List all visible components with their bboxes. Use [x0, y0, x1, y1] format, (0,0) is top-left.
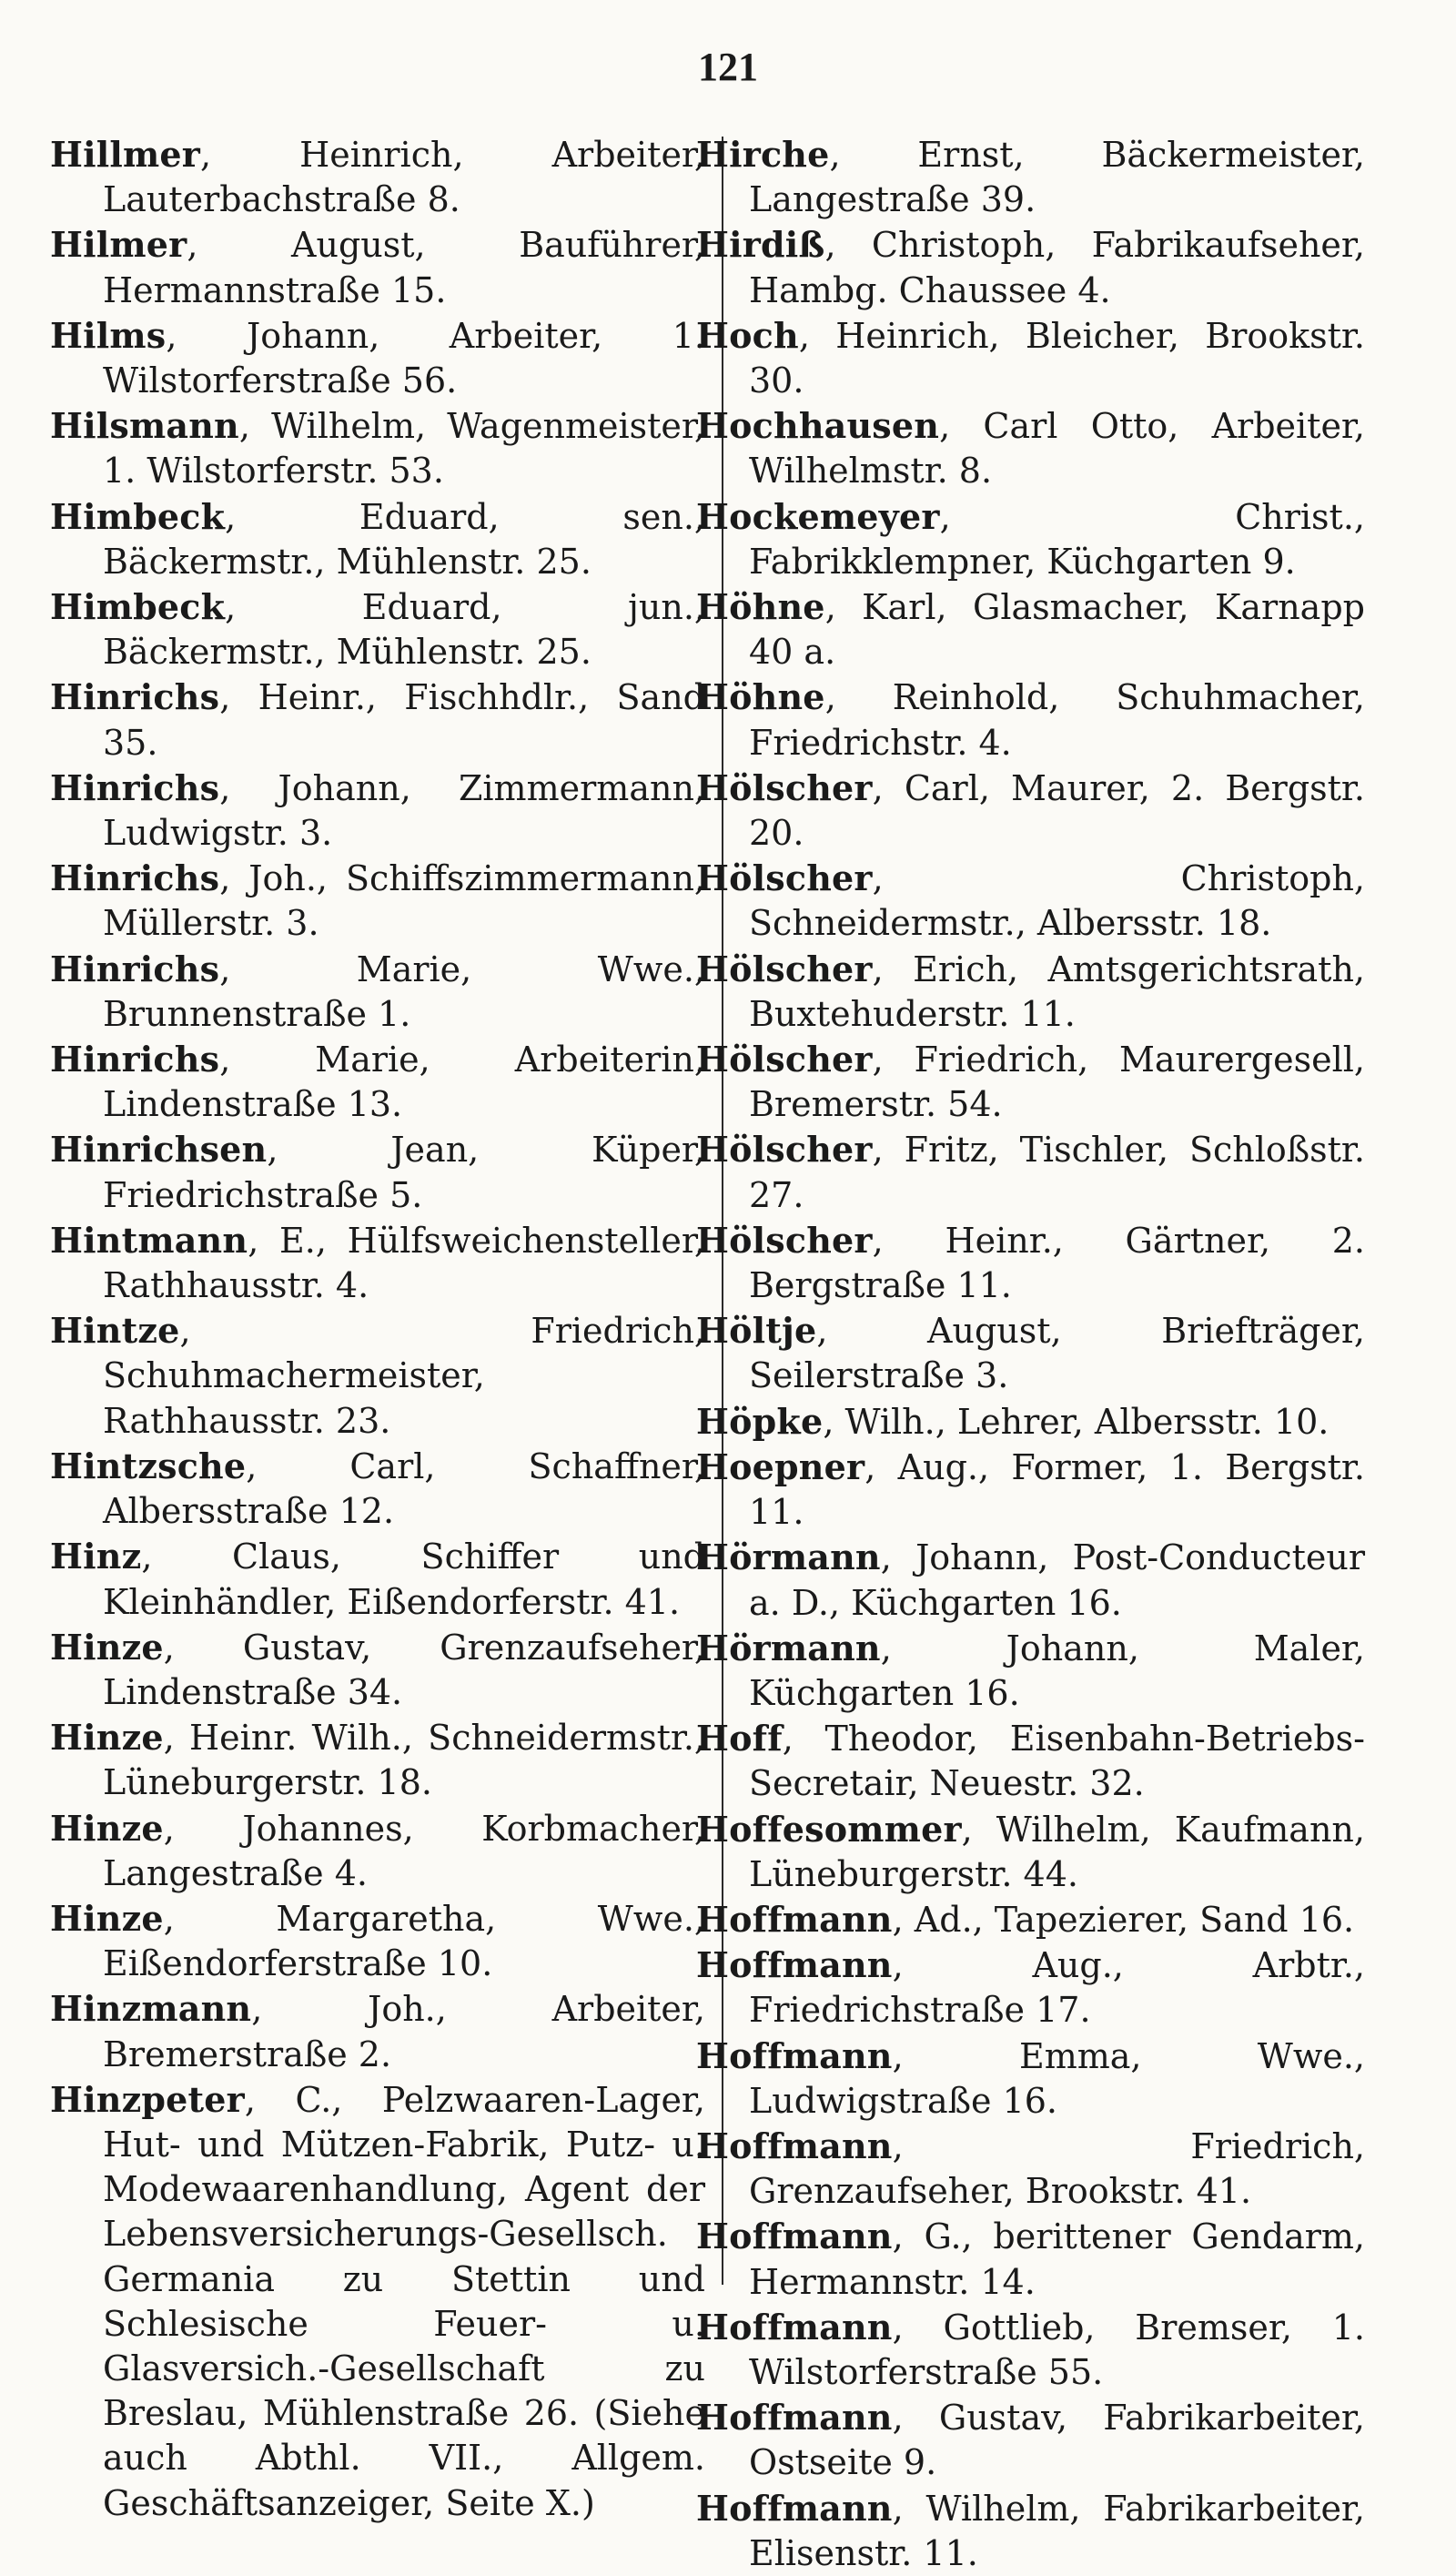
entry-details: , Fritz, Tischler, Schloßstr. 27. — [749, 1130, 1365, 1215]
entry-details: , Claus, Schiffer und Kleinhändler, Eißendorferstr. 41. — [103, 1536, 705, 1622]
directory-entry — [696, 2395, 1365, 2485]
entry-details: , Wilhelm, Fabrikarbeiter, Elisenstr. 11. — [749, 2488, 1365, 2573]
entry-surname: Hochhausen — [696, 405, 940, 447]
entry-details: , Heinr. Wilh., Schneidermstr., Lüneburgerstr. 18. — [103, 1718, 705, 1803]
entry-details: , Wilhelm, Kaufmann, Lüneburgerstr. 44. — [749, 1809, 1365, 1894]
directory-entry — [696, 2305, 1365, 2395]
entry-details: , C., Pelzwaaren-Lager, Hut- und Mützen-Fabrik, Putz- u. Modewaarenhandlung, Agent der Lebensversicherungs-Gesellsch. Germania zu Stettin und Schlesische Feuer- u. Glasversich.-Gesellschaft zu Breslau, Mühlenstraße 26. (Siehe auch Abthl. VII., Allgem. Geschäftsanzeiger, Seite X.) — [103, 2079, 705, 2523]
directory-entry — [696, 1942, 1365, 2033]
directory-entry — [696, 1626, 1365, 1716]
entry-details: , Gustav, Grenzaufseher, Lindenstraße 34. — [103, 1627, 705, 1712]
entry-details: , Wilh., Lehrer, Albersstr. 10. — [823, 1401, 1330, 1442]
directory-entry — [50, 313, 705, 403]
entry-details: , Friedrich, Grenzaufseher, Brookstr. 41. — [749, 2125, 1365, 2212]
entry-surname: Hoffmann — [696, 2306, 893, 2348]
entry-surname: Höhne — [696, 586, 825, 628]
right-column — [696, 132, 1365, 2576]
entry-details: , Eduard, jun., Bäckermstr., Mühlenstr. 25. — [103, 587, 705, 673]
entry-surname: Hoffmann — [696, 2125, 893, 2166]
entry-surname: Hinrichsen — [50, 1129, 268, 1171]
entry-details: , Johann, Maler, Küchgarten 16. — [749, 1628, 1365, 1713]
entry-details: , Carl, Maurer, 2. Bergstr. 20. — [749, 767, 1365, 854]
entry-details: , Heinr., Fischhdlr., Sand 35. — [103, 677, 705, 763]
directory-entry — [50, 1986, 705, 2076]
directory-entry — [696, 766, 1365, 856]
directory-entry — [50, 1534, 705, 1624]
entry-surname: Hölscher — [696, 948, 873, 989]
entry-surname: Hörmann — [696, 1627, 881, 1668]
entry-details: , Joh., Arbeiter, Bremerstraße 2. — [103, 1989, 705, 2074]
directory-entry — [50, 1444, 705, 1534]
entry-details: , Heinr., Gärtner, 2. Bergstraße 11. — [749, 1220, 1365, 1306]
directory-entry — [696, 856, 1365, 946]
directory-entry — [696, 2033, 1365, 2124]
directory-entry — [50, 403, 705, 493]
entry-details: , Marie, Arbeiterin, Lindenstraße 13. — [103, 1040, 705, 1125]
directory-entry — [696, 403, 1365, 493]
entry-details: , August, Briefträger, Seilerstraße 3. — [749, 1311, 1365, 1396]
entry-details: , Aug., Former, 1. Bergstr. 11. — [749, 1446, 1365, 1533]
entry-details: , Margaretha, Wwe., Eißendorferstraße 10. — [103, 1898, 705, 1984]
directory-entry — [696, 2124, 1365, 2214]
entry-surname: Hölscher — [696, 1219, 873, 1261]
directory-entry — [696, 222, 1365, 312]
entry-surname: Himbeck — [50, 495, 226, 537]
entry-surname: Hinze — [50, 1717, 164, 1759]
entry-details: , Friedrich, Schuhmachermeister, Rathhausstr. 23. — [103, 1311, 705, 1441]
entry-surname: Höhne — [696, 676, 825, 718]
entry-surname: Höltje — [696, 1310, 817, 1352]
directory-entry — [50, 584, 705, 674]
directory-entry — [696, 1218, 1365, 1308]
entry-details: , Friedrich, Maurergesell, Bremerstr. 54. — [749, 1040, 1365, 1125]
directory-entry — [696, 1308, 1365, 1398]
entry-surname: Himbeck — [50, 586, 226, 628]
entry-surname: Hoepner — [696, 1445, 865, 1487]
entry-details: , Joh., Schiffszimmermann, Müllerstr. 3. — [103, 858, 705, 944]
directory-entry — [50, 1218, 705, 1308]
entry-details: , Carl, Schaffner, Albersstraße 12. — [103, 1445, 705, 1532]
entry-surname: Hoffmann — [696, 2216, 893, 2257]
entry-details: , Christ., Fabrikklempner, Küchgarten 9. — [749, 496, 1365, 582]
entry-details: , Johann, Zimmermann, Ludwigstr. 3. — [103, 767, 705, 854]
directory-entry — [50, 132, 705, 222]
entry-surname: Hinrichs — [50, 948, 220, 989]
directory-entry — [696, 2486, 1365, 2576]
entry-surname: Hoffmann — [696, 2034, 893, 2076]
entry-details: , Marie, Wwe., Brunnenstraße 1. — [103, 948, 705, 1034]
directory-entry — [696, 2214, 1365, 2304]
entry-details: , Heinrich, Bleicher, Brookstr. 30. — [749, 315, 1365, 401]
entry-details: , Christoph, Fabrikaufseher, Hambg. Chaussee 4. — [749, 225, 1365, 310]
entry-surname: Hoffmann — [696, 1944, 893, 1986]
directory-entry — [50, 222, 705, 312]
entry-surname: Hilsmann — [50, 405, 239, 447]
entry-surname: Hoffmann — [696, 2487, 893, 2529]
directory-entry — [50, 856, 705, 946]
entry-details: , Gustav, Fabrikarbeiter, Ostseite 9. — [749, 2398, 1365, 2483]
entry-surname: Hilmer — [50, 224, 187, 266]
entry-details: , Ad., Tapezierer, Sand 16. — [892, 1899, 1355, 1940]
entry-details: , Wilhelm, Wagenmeister, 1. Wilstorferstr. 53. — [103, 406, 705, 492]
entry-details: , Heinrich, Arbeiter, Lauterbachstraße 8. — [103, 135, 705, 220]
entry-surname: Hinrichs — [50, 1039, 220, 1080]
entry-details: , Johann, Post-Conducteur a. D., Küchgarten 16. — [749, 1537, 1365, 1623]
entry-surname: Hoch — [696, 314, 799, 356]
entry-details: , Johannes, Korbmacher, Langestraße 4. — [103, 1808, 705, 1893]
directory-entry — [50, 1308, 705, 1444]
directory-entry — [50, 1806, 705, 1896]
entry-details: , Gottlieb, Bremser, 1. Wilstorferstraße 55. — [749, 2307, 1365, 2392]
directory-entry — [696, 947, 1365, 1037]
directory-entry — [696, 1127, 1365, 1217]
directory-entry — [696, 132, 1365, 222]
entry-surname: Hoffesommer — [696, 1808, 962, 1850]
entry-surname: Hinze — [50, 1897, 164, 1939]
entry-details: , Erich, Amtsgerichtsrath, Buxtehuderstr. 11. — [749, 948, 1365, 1034]
entry-surname: Hölscher — [696, 857, 873, 899]
entry-surname: Hilms — [50, 314, 167, 356]
entry-surname: Hintze — [50, 1310, 180, 1352]
entry-surname: Hinze — [50, 1626, 164, 1668]
entry-surname: Hörmann — [696, 1536, 881, 1578]
entry-surname: Hirdiß — [696, 224, 825, 266]
entry-surname: Hillmer — [50, 134, 201, 175]
directory-entry — [696, 674, 1365, 765]
directory-entry — [50, 1625, 705, 1715]
directory-entry — [696, 494, 1365, 584]
directory-entry — [50, 1037, 705, 1127]
directory-entry — [50, 494, 705, 584]
entry-surname: Höpke — [696, 1400, 824, 1442]
entry-details: , Eduard, sen., Bäckermstr., Mühlenstr. 25. — [103, 496, 705, 582]
directory-entry — [50, 674, 705, 765]
directory-entry — [696, 1399, 1365, 1445]
directory-entry — [696, 1037, 1365, 1127]
directory-entry — [50, 766, 705, 856]
directory-entry — [696, 1807, 1365, 1897]
directory-entry — [50, 1127, 705, 1217]
entry-details: , Karl, Glasmacher, Karnapp 40 a. — [749, 587, 1365, 673]
entry-surname: Hölscher — [696, 1039, 873, 1080]
entry-surname: Hinrichs — [50, 857, 220, 899]
entry-details: , Johann, Arbeiter, 1. Wilstorferstraße 56. — [103, 315, 705, 401]
entry-details: , Aug., Arbtr., Friedrichstraße 17. — [749, 1945, 1365, 2031]
entry-surname: Hinrichs — [50, 676, 220, 718]
directory-entry — [696, 313, 1365, 403]
directory-entry — [696, 1716, 1365, 1806]
entry-surname: Hintmann — [50, 1219, 248, 1261]
entry-surname: Hinze — [50, 1807, 164, 1849]
entry-details: , Emma, Wwe., Ludwigstraße 16. — [749, 2035, 1365, 2121]
entry-surname: Hoffmann — [696, 1898, 893, 1940]
directory-entry — [50, 2077, 705, 2526]
entry-surname: Hinzmann — [50, 1988, 252, 2030]
entry-surname: Hinzpeter — [50, 2078, 245, 2120]
entry-details: , Jean, Küper, Friedrichstraße 5. — [103, 1130, 705, 1215]
entry-details: , Christoph, Schneidermstr., Albersstr. 18. — [749, 858, 1365, 944]
directory-entry — [50, 1715, 705, 1805]
entry-surname: Hirche — [696, 134, 830, 175]
entry-surname: Hinrichs — [50, 766, 220, 808]
entry-surname: Hintzsche — [50, 1445, 247, 1486]
entry-details: , Reinhold, Schuhmacher, Friedrichstr. 4. — [749, 677, 1365, 763]
entry-surname: Hinz — [50, 1536, 142, 1577]
directory-entry — [50, 947, 705, 1037]
entry-details: , Theodor, Eisenbahn-Betriebs-Secretair, Neuestr. 32. — [749, 1719, 1365, 1804]
entry-details: , E., Hülfsweichensteller, Rathhausstr. 4. — [103, 1220, 705, 1306]
entry-surname: Hölscher — [696, 1129, 873, 1171]
entry-details: , August, Bauführer, Hermannstraße 15. — [103, 225, 705, 310]
left-column — [50, 132, 705, 2526]
entry-surname: Hölscher — [696, 766, 873, 808]
entry-surname: Hoffmann — [696, 2397, 893, 2439]
entry-details: , G., berittener Gendarm, Hermannstr. 14. — [749, 2216, 1365, 2302]
directory-entry — [696, 1897, 1365, 1942]
page-number: 121 — [698, 45, 758, 89]
directory-entry — [696, 1445, 1365, 1535]
directory-entry — [696, 1535, 1365, 1625]
directory-entry — [50, 1896, 705, 1986]
entry-details: , Ernst, Bäckermeister, Langestraße 39. — [749, 135, 1365, 220]
entry-details: , Carl Otto, Arbeiter, Wilhelmstr. 8. — [749, 406, 1365, 492]
entry-surname: Hoff — [696, 1718, 783, 1760]
directory-entry — [696, 584, 1365, 674]
entry-surname: Hockemeyer — [696, 495, 940, 537]
